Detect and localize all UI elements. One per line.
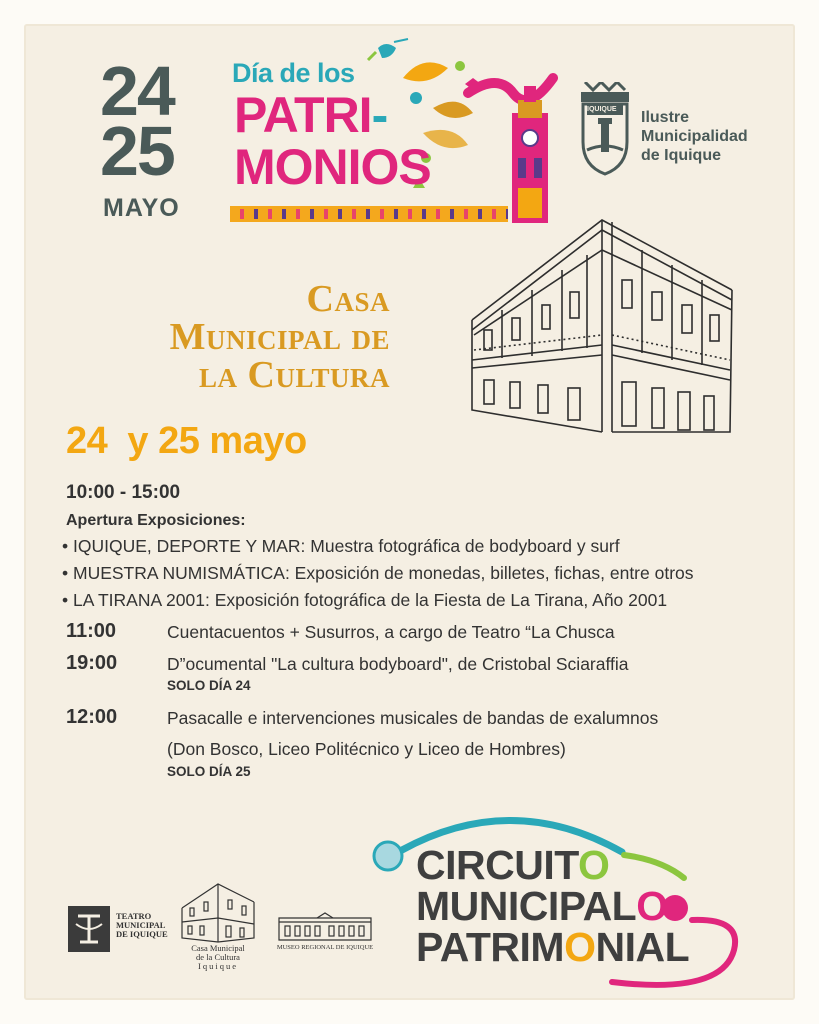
teatro-logo-text — [116, 912, 168, 939]
schedule-note: SOLO DÍA 24 — [167, 678, 251, 693]
date-month: MAYO — [103, 194, 180, 222]
venue-title — [110, 280, 390, 394]
museo-building-icon — [277, 912, 373, 942]
circuit-title-line-2 — [416, 883, 668, 929]
municipality-line-3: de Iquique — [641, 147, 721, 164]
circuit-title-line-1 — [416, 842, 610, 888]
exhibition-item — [62, 563, 694, 584]
schedule-time: 19:00 — [66, 652, 118, 674]
casa-building-icon — [178, 880, 258, 944]
schedule-time: 12:00 — [66, 706, 118, 728]
logo-text-patri-dash: - — [371, 87, 388, 143]
festival-logo — [228, 38, 558, 228]
bullet-dot: • — [62, 590, 73, 610]
casa-logo-text — [176, 944, 260, 971]
exhibition-item — [62, 590, 667, 611]
schedule-description: D”ocumental "La cultura bodyboard", de Cristobal Sciaraffia — [167, 654, 629, 674]
logo-text-patri — [234, 87, 388, 143]
theater-mask-icon — [68, 906, 110, 952]
exhibition-item-text: IQUIQUE, DEPORTE Y MAR: Muestra fotográfica de bodyboard y surf — [73, 536, 620, 556]
circuit-line-3-text-a: PATRIM — [416, 924, 565, 970]
museo-logo-text: MUSEO REGIONAL DE IQUIQUE — [276, 944, 374, 951]
casa-line-1: Casa Municipal — [191, 943, 245, 953]
bullet-dot: • — [62, 563, 73, 583]
date-day-2: 25 — [100, 112, 174, 190]
clock-tower-icon — [512, 86, 548, 223]
schedule-note: SOLO DÍA 25 — [167, 764, 251, 779]
exhibition-item — [62, 536, 620, 557]
circuit-title-line-3 — [416, 924, 690, 970]
schedule-time: 11:00 — [66, 620, 117, 642]
venue-title-line-1: Casa — [306, 278, 390, 320]
schedule-description: Pasacalle e intervenciones musicales de bandas de exalumnos — [167, 708, 659, 728]
teatro-line-2: MUNICIPAL — [116, 920, 166, 930]
circuit-line-1-o: O — [578, 842, 610, 888]
municipality-line-2: Municipalidad — [641, 128, 748, 145]
building-sketch-icon — [462, 210, 734, 435]
schedule-description: Cuentacuentos + Susurros, a cargo de Teatro “La Chusca — [167, 622, 615, 642]
teatro-line-1: TEATRO — [116, 911, 152, 921]
shield-crest-icon — [577, 82, 633, 178]
shield-crest-label: IQUIQUE — [587, 106, 617, 113]
venue-title-line-3: la Cultura — [199, 354, 390, 396]
schedule-description-continued: (Don Bosco, Liceo Politécnico y Liceo de Hombres) — [167, 739, 566, 759]
exhibition-item-text: LA TIRANA 2001: Exposición fotográfica de la Fiesta de La Tirana, Año 2001 — [73, 590, 668, 610]
municipality-line-1: Ilustre — [641, 109, 690, 126]
municipality-name — [641, 108, 748, 165]
circuit-line-2-text: MUNICIPAL — [416, 883, 637, 929]
circuit-line-3-text-b: NIAL — [595, 924, 690, 970]
event-date: 24 y 25 mayo — [66, 420, 307, 462]
exhibition-item-text: MUESTRA NUMISMÁTICA: Exposición de monedas, billetes, fichas, entre otros — [73, 563, 694, 583]
hummingbird-icon — [368, 39, 408, 60]
circuit-line-2-o: O — [636, 883, 668, 929]
circuit-line-3-o: O — [564, 924, 596, 970]
casa-line-2: de la Cultura — [196, 952, 240, 962]
exhibitions-label: Apertura Exposiciones: — [66, 512, 246, 529]
bullet-dot: • — [62, 536, 73, 556]
logo-text-patri-main: PATRI — [234, 87, 372, 143]
exhibitions-time: 10:00 - 15:00 — [66, 482, 181, 503]
venue-title-line-2: Municipal de — [169, 316, 390, 358]
logo-text-monios: MONIOS — [234, 139, 431, 195]
logo-text-dia-de-los: Día de los — [232, 58, 355, 88]
date-day-1: 24 — [100, 52, 174, 130]
circuit-line-1-text: CIRCUIT — [416, 842, 579, 888]
teatro-line-3: DE IQUIQUE — [116, 929, 168, 939]
casa-line-3: Iquique — [198, 961, 238, 971]
